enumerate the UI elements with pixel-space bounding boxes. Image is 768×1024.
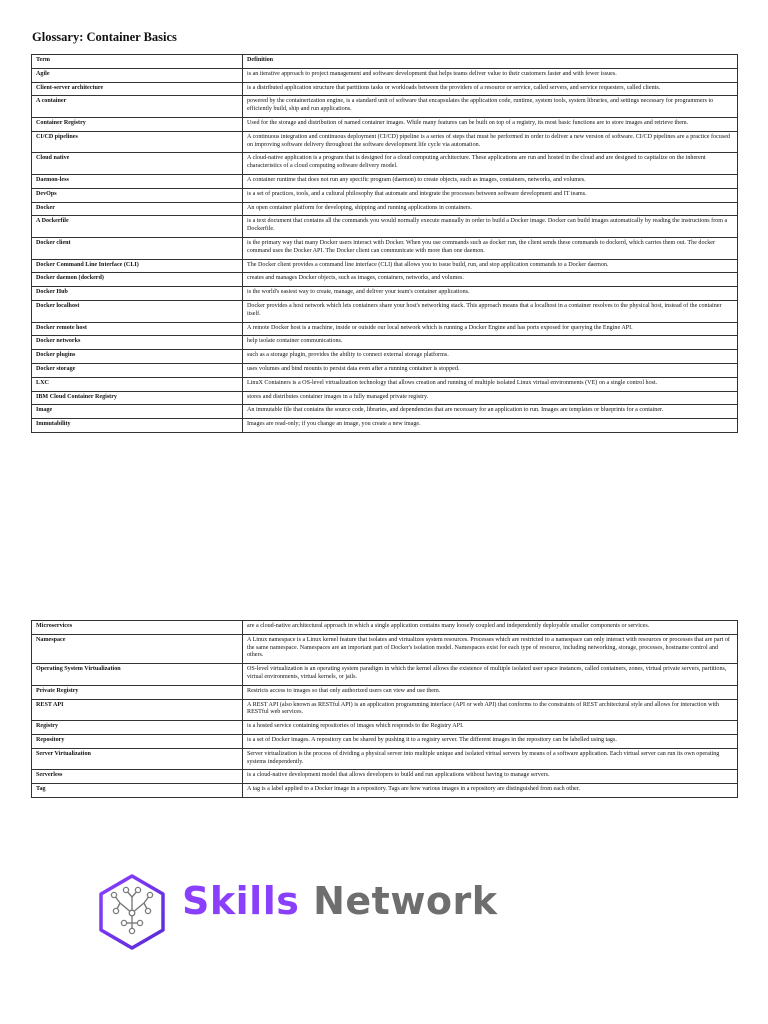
definition-cell: An open container platform for developing, shipping and running applications in containers. [243,202,738,216]
term-cell: CI/CD pipelines [32,131,243,153]
table-row [32,202,738,216]
definition-cell: OS-level virtualization is an operating system paradigm in which the kernel allows the existence of multiple isolated user space instances, called containers, zones, virtual private servers, partitions, virtual environments, virtual kernels, or jails. [243,664,738,686]
table-row [32,721,738,735]
term-cell: Docker Command Line Interface (CLI) [32,259,243,273]
term-cell: Registry [32,721,243,735]
table-row [32,216,738,238]
circuit-tree-icon [96,873,168,953]
glossary-table-page-2 [31,620,738,798]
definition-cell: is a set of Docker images. A repository can be shared by pushing it to a registry server. The different images in the repository can be labelled using tags. [243,734,738,748]
term-cell: Private Registry [32,685,243,699]
glossary-table-page-1 [31,54,738,433]
term-cell: Daemon-less [32,174,243,188]
definition-cell: Docker provides a host network which lets containers share your host's networking stack. This approach means that a localhost in a container resolves to the physical host, instead of the container itself. [243,300,738,322]
table-row [32,685,738,699]
table-row [32,770,738,784]
term-cell: DevOps [32,188,243,202]
definition-cell: Server virtualization is the process of dividing a physical server into multiple unique and isolated virtual servers by means of a software application. Each virtual server can run its own operating systems independently. [243,748,738,770]
definition-cell: is a cloud-native development model that allows developers to build and run applications without having to manage servers. [243,770,738,784]
term-cell: Docker [32,202,243,216]
table-row [32,287,738,301]
definition-cell: is a distributed application structure that partitions tasks or workloads between the providers of a resource or service, called servers, and service requesters, called clients. [243,82,738,96]
term-cell: A container [32,96,243,118]
table-row [32,391,738,405]
definition-cell: A continuous integration and continuous deployment (CI/CD) pipeline is a series of steps that must be performed in order to deliver a new version of software. CI/CD pipelines are a practice focused on improving software delivery throughout the software development life cycle via automation. [243,131,738,153]
term-cell: Image [32,405,243,419]
definition-cell: An immutable file that contains the source code, libraries, and dependencies that are necessary for an application to run. Images are templates or blueprints for a container. [243,405,738,419]
term-cell: Agile [32,68,243,82]
term-column-header: Term [32,55,243,69]
table-row [32,405,738,419]
term-cell: Docker networks [32,336,243,350]
definition-cell: is the world's easiest way to create, manage, and deliver your team's container applications. [243,287,738,301]
term-cell: Repository [32,734,243,748]
term-cell: Serverless [32,770,243,784]
definition-cell: is a hosted service containing repositories of images which responds to the Registry API. [243,721,738,735]
table-row [32,377,738,391]
table-row [32,153,738,175]
definition-cell: A REST API (also known as RESTful API) is an application programming interface (API or web API) that conforms to the constraints of REST architectural style and allows for interaction with RESTful web services. [243,699,738,721]
definition-cell: uses volumes and bind mounts to persist data even after a running container is stopped. [243,363,738,377]
definition-cell: A remote Docker host is a machine, inside or outside our local network which is running a Docker Engine and has ports exposed for querying the Engine API. [243,322,738,336]
table-row [32,748,738,770]
table-row [32,237,738,259]
definition-cell: is a set of practices, tools, and a cultural philosophy that automate and integrate the processes between software development and IT teams. [243,188,738,202]
definition-cell: stores and distributes container images in a fully managed private registry. [243,391,738,405]
term-cell: Docker plugins [32,350,243,364]
definition-cell: A cloud-native application is a program that is designed for a cloud computing architecture. These applications are run and hosted in the cloud and are designed to capitalize on the inherent characteristics of a cloud computing software delivery model. [243,153,738,175]
term-cell: Immutability [32,419,243,433]
definition-cell: help isolate container communications. [243,336,738,350]
table-row [32,634,738,663]
definition-cell: are a cloud-native architectural approach in which a single application contains many loosely coupled and independently deployable smaller components or services. [243,621,738,635]
table-row [32,621,738,635]
table-header-row [32,55,738,69]
definition-cell: creates and manages Docker objects, such as images, containers, networks, and volumes. [243,273,738,287]
term-cell: Tag [32,784,243,798]
definition-cell: Used for the storage and distribution of named container images. While many features can be built on top of a registry, its most basic functions are to store images and retrieve them. [243,117,738,131]
table-row [32,350,738,364]
definition-cell: A container runtime that does not run any specific program (daemon) to create objects, such as images, containers, networks, and volumes. [243,174,738,188]
table-row [32,734,738,748]
term-cell: Docker daemon (dockerd) [32,273,243,287]
table-row [32,188,738,202]
table-row [32,419,738,433]
brand-wordmark [182,879,498,923]
term-cell: A Dockerfile [32,216,243,238]
skills-network-logo [96,873,566,993]
definition-cell: is a text document that contains all the commands you would normally execute manually in order to build a Docker image. Docker can build images automatically by reading the instructions from a Dockerfile. [243,216,738,238]
brand-word-skills: Skills [182,879,300,923]
term-cell: LXC [32,377,243,391]
term-cell: IBM Cloud Container Registry [32,391,243,405]
definition-cell: is the primary way that many Docker users interact with Docker. When you use commands such as docker run, the client sends these commands to dockerd, which carries them out. The docker command uses the Docker API. The Docker client can communicate with more than one daemon. [243,237,738,259]
definition-cell: powered by the containerization engine, is a standard unit of software that encapsulates the application code, runtime, system tools, system libraries, and settings necessary for programmers to efficiently build, ship and run applications. [243,96,738,118]
term-cell: Operating System Virtualization [32,664,243,686]
term-cell: Microservices [32,621,243,635]
table-row [32,273,738,287]
definition-cell: A tag is a label applied to a Docker image in a repository. Tags are how various images in a repository are distinguished from each other. [243,784,738,798]
term-cell: REST API [32,699,243,721]
definition-cell: Images are read-only; if you change an image, you create a new image. [243,419,738,433]
definition-cell: A Linux namespace is a Linux kernel feature that isolates and virtualizes system resources. Processes which are restricted to a namespace can only interact with resources or processes that are part of the same namespace. Namespaces are an important part of Docker's isolation model. Namespaces exist for each type of resource, including networking, storage, processes, hostname control and others. [243,634,738,663]
table-row [32,82,738,96]
page-title: Glossary: Container Basics [32,30,177,44]
table-row [32,784,738,798]
definition-cell: such as a storage plugin, provides the ability to connect external storage platforms. [243,350,738,364]
table-row [32,664,738,686]
table-row [32,68,738,82]
table-row [32,300,738,322]
term-cell: Client-server architecture [32,82,243,96]
table-row [32,699,738,721]
term-cell: Docker remote host [32,322,243,336]
table-row [32,174,738,188]
table-row [32,96,738,118]
table-row [32,131,738,153]
brand-word-network: Network [313,879,498,923]
term-cell: Docker Hub [32,287,243,301]
term-cell: Cloud native [32,153,243,175]
term-cell: Container Registry [32,117,243,131]
table-row [32,336,738,350]
term-cell: Server Virtualization [32,748,243,770]
definition-cell: Restricts access to images so that only authorized users can view and use them. [243,685,738,699]
definition-cell: is an iterative approach to project management and software development that helps teams deliver value to their customers faster and with fewer issues. [243,68,738,82]
definition-cell: LinuX Containers is a OS-level virtualization technology that allows creation and running of multiple isolated Linux virtual environments (VE) on a single control host. [243,377,738,391]
table-row [32,363,738,377]
table-row [32,117,738,131]
term-cell: Docker client [32,237,243,259]
table-row [32,322,738,336]
term-cell: Docker localhost [32,300,243,322]
definition-cell: The Docker client provides a command line interface (CLI) that allows you to issue build, run, and stop application commands to a Docker daemon. [243,259,738,273]
definition-column-header: Definition [243,55,738,69]
term-cell: Namespace [32,634,243,663]
term-cell: Docker storage [32,363,243,377]
table-row [32,259,738,273]
